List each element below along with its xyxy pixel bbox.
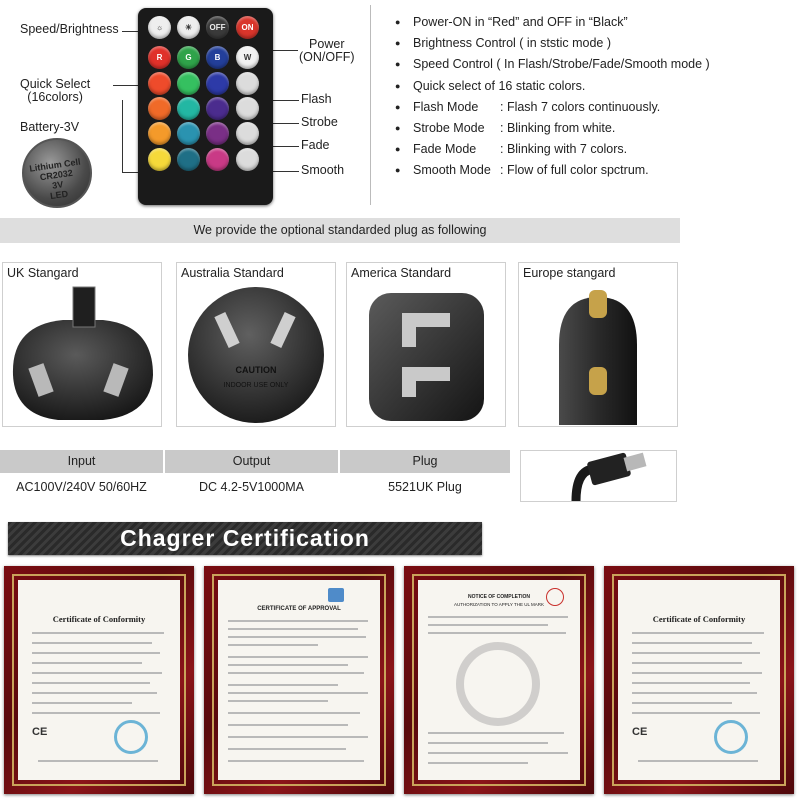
certificate-title: NOTICE OF COMPLETION: [468, 594, 530, 600]
strobe-button[interactable]: [236, 97, 259, 120]
dc-connector-icon: [521, 451, 676, 501]
fade-button[interactable]: [236, 122, 259, 145]
australia-plug-icon: [177, 285, 335, 425]
leader-line: [122, 100, 123, 172]
color-button[interactable]: [177, 72, 200, 95]
plug-card-australia: [176, 262, 336, 427]
label-smooth: Smooth: [301, 163, 345, 177]
certification-title: Chagrer Certification: [120, 525, 370, 551]
table-cell: DC 4.2-5V1000MA: [165, 474, 338, 500]
america-plug-icon: [347, 285, 505, 425]
uk-plug-icon: [3, 285, 161, 425]
caution-text: CAUTION: [235, 365, 277, 375]
flash-button[interactable]: [236, 72, 259, 95]
divider: [370, 5, 371, 205]
table-cell: AC100V/240V 50/60HZ: [0, 474, 163, 500]
label-flash: Flash: [301, 92, 332, 106]
label-strobe: Strobe: [301, 115, 338, 129]
ul-watermark-icon: [456, 642, 540, 726]
brightness-down-button[interactable]: ☀: [177, 16, 200, 39]
brightness-up-button[interactable]: ☼: [148, 16, 171, 39]
color-button[interactable]: [177, 122, 200, 145]
dc-connector-card: [520, 450, 677, 502]
feature-list: [395, 12, 795, 182]
on-button[interactable]: ON: [236, 16, 259, 39]
color-button[interactable]: [206, 122, 229, 145]
plug-banner: We provide the optional standarded plug as following: [0, 218, 680, 243]
certificate-frame: [604, 566, 794, 794]
label-power: Power (ON/OFF): [299, 37, 355, 64]
color-button[interactable]: [177, 148, 200, 171]
feature-item: ● Quick select of 16 static colors.: [395, 76, 795, 97]
certificate-document: [18, 580, 180, 780]
certificate-title: Certificate of Conformity: [652, 614, 746, 624]
label-battery: Battery-3V: [20, 120, 80, 134]
feature-item: ● Strobe Mode : Blinking from white.: [395, 118, 795, 139]
color-button[interactable]: [206, 72, 229, 95]
feature-item: ● Smooth Mode : Flow of full color spctrum.: [395, 160, 795, 181]
red-button[interactable]: R: [148, 46, 171, 69]
label-speed-brightness: Speed/Brightness: [20, 22, 119, 36]
label-fade: Fade: [301, 138, 330, 152]
ul-mark-icon: [546, 588, 564, 606]
feature-item: ● Power-ON in “Red” and OFF in “Black”: [395, 12, 795, 33]
europe-plug-icon: [519, 285, 677, 425]
battery-cr2032: [22, 138, 92, 208]
ce-mark: CE: [32, 726, 48, 738]
seal-icon: [114, 720, 148, 754]
certification-banner: [8, 522, 482, 555]
plug-card-europe: [518, 262, 678, 427]
feature-item: ● Flash Mode : Flash 7 colors continuously.: [395, 97, 795, 118]
ir-remote-control: [138, 8, 273, 205]
certificate-subtitle: AUTHORIZATION TO APPLY THE UL MARK: [453, 602, 545, 607]
plug-title: Australia Standard: [181, 266, 284, 280]
certificate-title: CERTIFICATE OF APPROVAL: [257, 606, 341, 612]
color-button[interactable]: [148, 148, 171, 171]
plug-title: UK Stangard: [7, 266, 79, 280]
certificate-document: [618, 580, 780, 780]
certificate-document: [418, 580, 580, 780]
plug-card-america: [346, 262, 506, 427]
certificate-frame: [4, 566, 194, 794]
feature-item: ● Speed Control ( In Flash/Strobe/Fade/Smooth mode ): [395, 54, 795, 75]
logo-icon: [328, 588, 344, 602]
table-header: Input: [0, 450, 163, 473]
plug-title: America Standard: [351, 266, 452, 280]
plug-title: Europe stangard: [523, 266, 616, 280]
color-button[interactable]: [148, 122, 171, 145]
blue-button[interactable]: B: [206, 46, 229, 69]
certificate-frame: [404, 566, 594, 794]
indoor-text: INDOOR USE ONLY: [223, 382, 289, 389]
certificate-frame: [204, 566, 394, 794]
ce-mark: CE: [632, 726, 648, 738]
table-cell: 5521UK Plug: [340, 474, 510, 500]
off-button[interactable]: OFF: [206, 16, 229, 39]
color-button[interactable]: [148, 72, 171, 95]
green-button[interactable]: G: [177, 46, 200, 69]
table-header: Plug: [340, 450, 510, 473]
battery-text: Lithium Cell CR2032 3V LED: [28, 156, 82, 202]
color-button[interactable]: [206, 97, 229, 120]
feature-item: ● Fade Mode : Blinking with 7 colors.: [395, 139, 795, 160]
label-quick-select: Quick Select (16colors): [20, 77, 91, 104]
seal-icon: [714, 720, 748, 754]
color-button[interactable]: [206, 148, 229, 171]
feature-item: ● Brightness Control ( in ststic mode ): [395, 33, 795, 54]
color-button[interactable]: [148, 97, 171, 120]
spec-table: [0, 450, 510, 500]
table-header: Output: [165, 450, 338, 473]
white-button[interactable]: W: [236, 46, 259, 69]
plug-card-uk: [2, 262, 162, 427]
certificate-document: [218, 580, 380, 780]
color-button[interactable]: [177, 97, 200, 120]
certificate-title: Certificate of Conformity: [52, 614, 146, 624]
smooth-button[interactable]: [236, 148, 259, 171]
